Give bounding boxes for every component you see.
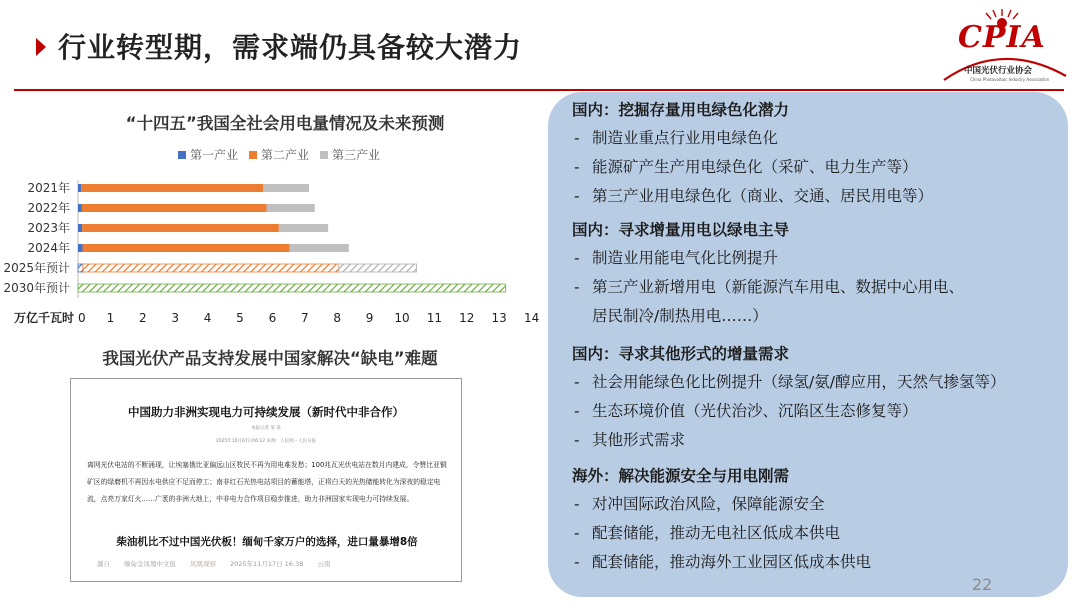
panel-item-text: 配套储能，推动海外工业园区低成本供电 <box>592 553 872 571</box>
category-label: 2022年 <box>27 201 70 215</box>
electricity-consumption-chart <box>0 140 545 340</box>
bullet-dash: - <box>574 431 580 449</box>
title-bullet-icon <box>36 38 46 56</box>
bar-segment <box>78 244 83 252</box>
logo-chinese-name: 中国光伏行业协会 <box>964 66 1033 76</box>
panel-item <box>574 184 933 206</box>
bullet-dash: - <box>574 524 580 542</box>
bar-segment <box>83 264 339 272</box>
chart-title: “十四五”我国全社会用电量情况及未来预测 <box>125 114 445 133</box>
slide-header <box>0 0 1080 92</box>
bar-segment <box>78 224 82 232</box>
x-tick-label: 0 <box>78 311 86 325</box>
panel-item-text: 制造业重点行业用电绿色化 <box>592 129 779 147</box>
page-number: 22 <box>972 575 993 594</box>
category-label: 2023年 <box>27 221 70 235</box>
news-meta: 2025年10月07日06:12 来源：人民网－人民日报 <box>215 439 317 444</box>
news-headline: 中国助力非洲实现电力可持续发展（新时代中非合作） <box>128 405 404 419</box>
bar-segment <box>339 264 417 272</box>
bar-segment <box>83 244 290 252</box>
x-tick-label: 14 <box>523 311 540 325</box>
panel-heading: 国内：寻求其他形式的增量需求 <box>572 345 790 363</box>
bullet-dash: - <box>574 249 580 267</box>
panel-item-text: 生态环境价值（光伏治沙、沉陷区生态修复等） <box>592 402 918 420</box>
bar-segment <box>78 284 506 292</box>
panel-item-text: 居民制冷/制热用电……） <box>592 307 768 325</box>
bullet-dash: - <box>574 402 580 420</box>
x-axis-title: 万亿千瓦时 <box>13 311 74 325</box>
x-tick-label: 9 <box>365 311 374 325</box>
bar-segment <box>279 224 328 232</box>
panel-item-text: 能源矿产生产用电绿色化（采矿、电力生产等） <box>592 158 918 176</box>
x-tick-label: 7 <box>300 311 309 325</box>
x-tick-label: 10 <box>394 311 410 325</box>
bar-segment <box>78 264 83 272</box>
legend-label: 第二产业 <box>261 148 310 162</box>
x-tick-label: 11 <box>426 311 443 325</box>
news-footer-item: 缅甸金凤凰中文报 <box>124 560 176 568</box>
bullet-dash: - <box>574 158 580 176</box>
bar-segment <box>290 244 349 252</box>
panel-item-text: 对冲国际政治风险，保障能源安全 <box>592 495 825 513</box>
panel-item <box>574 428 685 450</box>
panel-item <box>574 155 918 177</box>
panel-item <box>574 275 964 297</box>
x-tick-label: 13 <box>491 311 507 325</box>
header-divider <box>14 89 1064 91</box>
cpia-logo <box>940 6 1070 86</box>
news-sub-headline: 柴油机比不过中国光伏板！缅甸千家万户的选择，进口量暴增8倍 <box>116 536 418 548</box>
x-tick-label: 1 <box>106 311 115 325</box>
legend-swatch <box>249 151 257 159</box>
bullet-dash: - <box>574 373 580 391</box>
bar-segment <box>82 224 279 232</box>
bar-segment <box>267 204 315 212</box>
news-footer-item: 云南 <box>317 560 331 568</box>
legend-swatch <box>320 151 328 159</box>
panel-item-text: 制造业用能电气化比例提升 <box>592 249 779 267</box>
page-title: 行业转型期，需求端仍具备较大潜力 <box>58 31 523 64</box>
x-tick-label: 8 <box>333 311 342 325</box>
news-footer-item: 源自 <box>97 560 110 568</box>
news-screenshot <box>70 378 462 582</box>
news-body: 离网光伏电站的不断涌现，让埃塞俄比亚偏远山区牧民不再为用电难发愁；100兆瓦光伏电站在数月内建成，令赞比亚铜矿区的绿磨机不再因水电供应不足而停工；南非红石光热电站项目的蓄能塔，正将白天的光热储能转化为深夜的稳定电流，点亮万家灯火……广袤的非洲大地上，中非电力合作项目稳步推进，助力非洲国家实现电力可持续发展。 <box>87 461 447 503</box>
bar-segment <box>263 184 309 192</box>
panel-item-text: 第三产业用电绿色化（商业、交通、居民用电等） <box>592 187 934 205</box>
panel-item <box>574 370 1005 392</box>
panel-heading: 国内：寻求增量用电以绿电主导 <box>572 221 790 239</box>
news-byline: 本报记者 某 某 <box>251 426 281 431</box>
news-footer-item: 凤凰观察 <box>190 560 216 568</box>
bullet-dash: - <box>574 495 580 513</box>
panel-item <box>574 492 825 514</box>
panel-item <box>574 304 768 326</box>
bullet-dash: - <box>574 187 580 205</box>
panel-item <box>574 246 778 268</box>
bar-segment <box>78 204 82 212</box>
x-tick-label: 12 <box>459 311 475 325</box>
logo-wordmark: CPIA <box>958 20 1046 55</box>
legend-swatch <box>178 151 186 159</box>
news-footer-item: 2025年11月17日 16:38 <box>230 560 304 568</box>
x-tick-label: 4 <box>203 311 212 325</box>
panel-heading: 海外：解决能源安全与用电刚需 <box>572 467 790 485</box>
panel-item-text: 第三产业新增用电（新能源汽车用电、数据中心用电、 <box>592 278 965 296</box>
bullet-dash: - <box>574 129 580 147</box>
logo-english-name: China Photovoltaic Industry Association <box>970 77 1050 82</box>
category-label: 2024年 <box>27 241 70 255</box>
bar-segment <box>81 184 263 192</box>
bar-segment <box>82 204 267 212</box>
category-label: 2021年 <box>27 181 70 195</box>
category-label: 2030年预计 <box>3 281 70 295</box>
bar-segment <box>78 184 81 192</box>
panel-item <box>574 550 871 572</box>
news-footer <box>97 559 344 568</box>
x-tick-label: 6 <box>268 311 277 325</box>
legend-label: 第三产业 <box>332 148 381 162</box>
x-tick-label: 3 <box>171 311 180 325</box>
bullet-dash: - <box>574 278 580 296</box>
panel-item <box>574 399 918 421</box>
panel-item <box>574 126 778 148</box>
section2-title: 我国光伏产品支持发展中国家解决“缺电”难题 <box>102 349 438 368</box>
panel-item-text: 其他形式需求 <box>592 431 686 449</box>
panel-item <box>574 521 840 543</box>
category-label: 2025年预计 <box>3 261 70 275</box>
bullet-dash: - <box>574 553 580 571</box>
panel-heading: 国内：挖掘存量用电绿色化潜力 <box>572 101 790 119</box>
legend-label: 第一产业 <box>190 148 239 162</box>
x-tick-label: 2 <box>138 311 147 325</box>
x-tick-label: 5 <box>236 311 244 325</box>
panel-item-text: 配套储能，推动无电社区低成本供电 <box>592 524 841 542</box>
panel-item-text: 社会用能绿色化比例提升（绿氢/氨/醇应用，天然气掺氢等） <box>592 373 1006 391</box>
